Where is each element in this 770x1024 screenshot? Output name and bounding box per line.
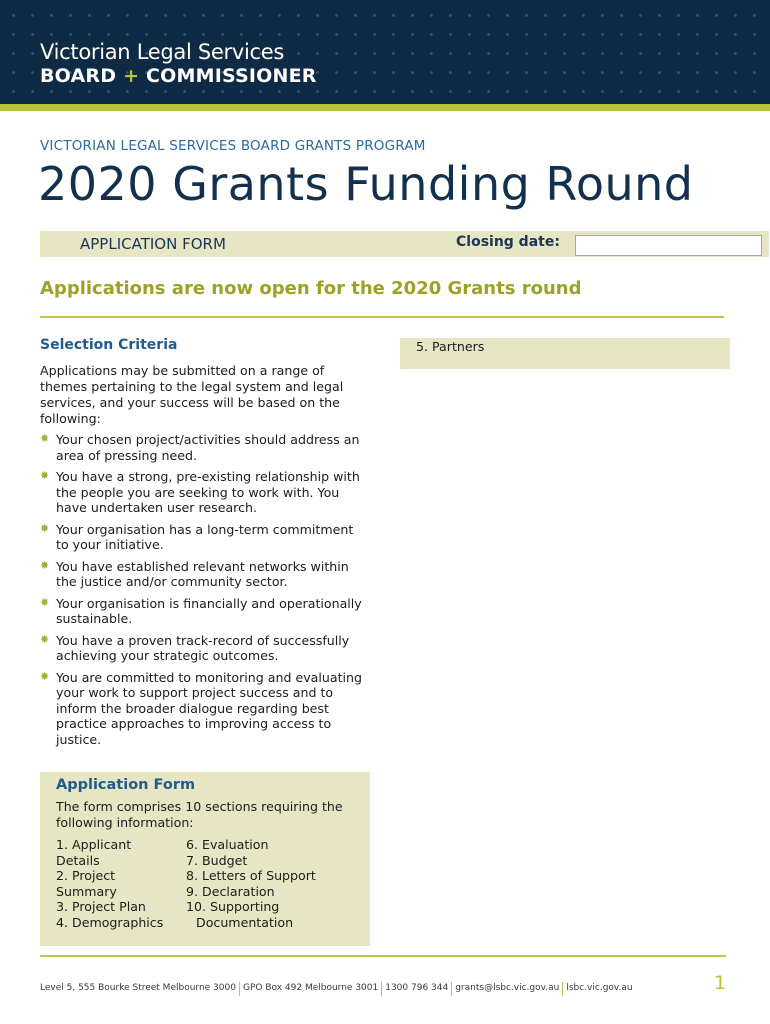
organisation-logo: [40, 40, 317, 88]
partners-box: 5. Partners: [400, 338, 730, 369]
sections-column-1: [56, 837, 168, 931]
selection-criteria-section: [40, 337, 370, 753]
closing-date-field[interactable]: [575, 235, 762, 256]
bullet-icon: ✸: [40, 558, 50, 572]
program-label: VICTORIAN LEGAL SERVICES BOARD GRANTS PROGRAM: [40, 138, 426, 154]
criteria-text: Your chosen project/activities should address an area of pressing need.: [56, 432, 360, 463]
bullet-icon: ✸: [40, 469, 50, 482]
footer-address: Level 5, 555 Bourke Street Melbourne 3000: [40, 983, 236, 993]
list-item: [40, 522, 365, 553]
criteria-text: You have established relevant networks within the justice and/or community sector.: [56, 558, 349, 589]
list-item: 8. Letters of Support: [186, 868, 316, 884]
divider-bottom: [40, 955, 726, 957]
closing-date-label: Closing date:: [456, 234, 560, 250]
logo-line-2: [40, 64, 317, 88]
divider-top: [40, 316, 724, 318]
selection-intro: Applications may be submitted on a range of themes pertaining to the legal system and legal services, and your success will be based on the following:: [40, 363, 344, 426]
list-item: [40, 559, 365, 590]
announcement-heading: Applications are now open for the 2020 Grants round: [40, 278, 582, 299]
list-item: [40, 670, 365, 748]
list-item: [40, 596, 365, 627]
list-item: 6. Evaluation: [186, 837, 269, 852]
header-accent-stripe: [0, 104, 770, 111]
page-number: 1: [714, 972, 727, 994]
selection-criteria-heading: Selection Criteria: [40, 337, 178, 353]
page-title: 2020 Grants Funding Round: [38, 157, 694, 211]
footer-divider: [562, 982, 563, 996]
sections-column-2: [186, 837, 346, 931]
criteria-text: Your organisation is financially and operationally sustainable.: [56, 595, 362, 626]
list-item: [40, 469, 365, 516]
list-item: 7. Budget: [186, 852, 248, 868]
logo-commissioner: COMMISSIONER: [146, 65, 317, 87]
list-item: 10. Supporting: [186, 899, 280, 915]
list-item: [40, 633, 365, 664]
footer-divider: [239, 982, 240, 996]
footer: [40, 982, 633, 996]
header-banner: [0, 0, 770, 104]
bullet-icon: ✸: [40, 669, 50, 683]
criteria-text: You have a proven track-record of successfully achieving your strategic outcomes.: [56, 632, 350, 663]
logo-line-1: Victorian Legal Services: [40, 40, 285, 64]
criteria-text: You have a strong, pre-existing relationship with the people you are seeking to work with. You have undertaken user research.: [56, 469, 360, 515]
list-item: 1. Applicant Details: [56, 837, 132, 868]
footer-divider: [451, 982, 452, 996]
list-item: Documentation: [196, 914, 294, 930]
bullet-icon: ✸: [40, 632, 50, 646]
application-form-box: [40, 772, 370, 946]
application-form-description: The form comprises 10 sections requiring the following information:: [56, 799, 343, 830]
list-item: 2. Project Summary: [56, 868, 117, 899]
criteria-text: You are committed to monitoring and evaluating your work to support project success and to inform the broader dialogue regarding best practice approaches to improving access to justice.: [56, 669, 362, 747]
footer-po-box: GPO Box 492 Melbourne 3001: [242, 983, 379, 993]
application-form-label: APPLICATION FORM: [80, 235, 226, 253]
bullet-icon: ✸: [40, 595, 50, 609]
list-item: 3. Project Plan: [56, 899, 146, 915]
bullet-icon: ✸: [40, 432, 50, 445]
logo-board: BOARD: [40, 65, 117, 87]
list-item: 4. Demographics: [56, 914, 164, 930]
footer-phone: 1300 796 344: [385, 983, 449, 993]
bullet-icon: ✸: [40, 521, 50, 535]
footer-website: lsbc.vic.gov.au: [566, 983, 633, 993]
criteria-list: [40, 432, 370, 747]
logo-plus: +: [123, 65, 140, 87]
criteria-text: Your organisation has a long-term commitment to your initiative.: [56, 521, 354, 552]
list-item: 9. Declaration: [186, 883, 275, 899]
footer-divider: [381, 982, 382, 996]
footer-email: grants@lsbc.vic.gov.au: [455, 983, 560, 993]
application-form-heading: Application Form: [56, 777, 196, 793]
list-item: [40, 432, 365, 463]
application-form-bar: [40, 231, 769, 257]
